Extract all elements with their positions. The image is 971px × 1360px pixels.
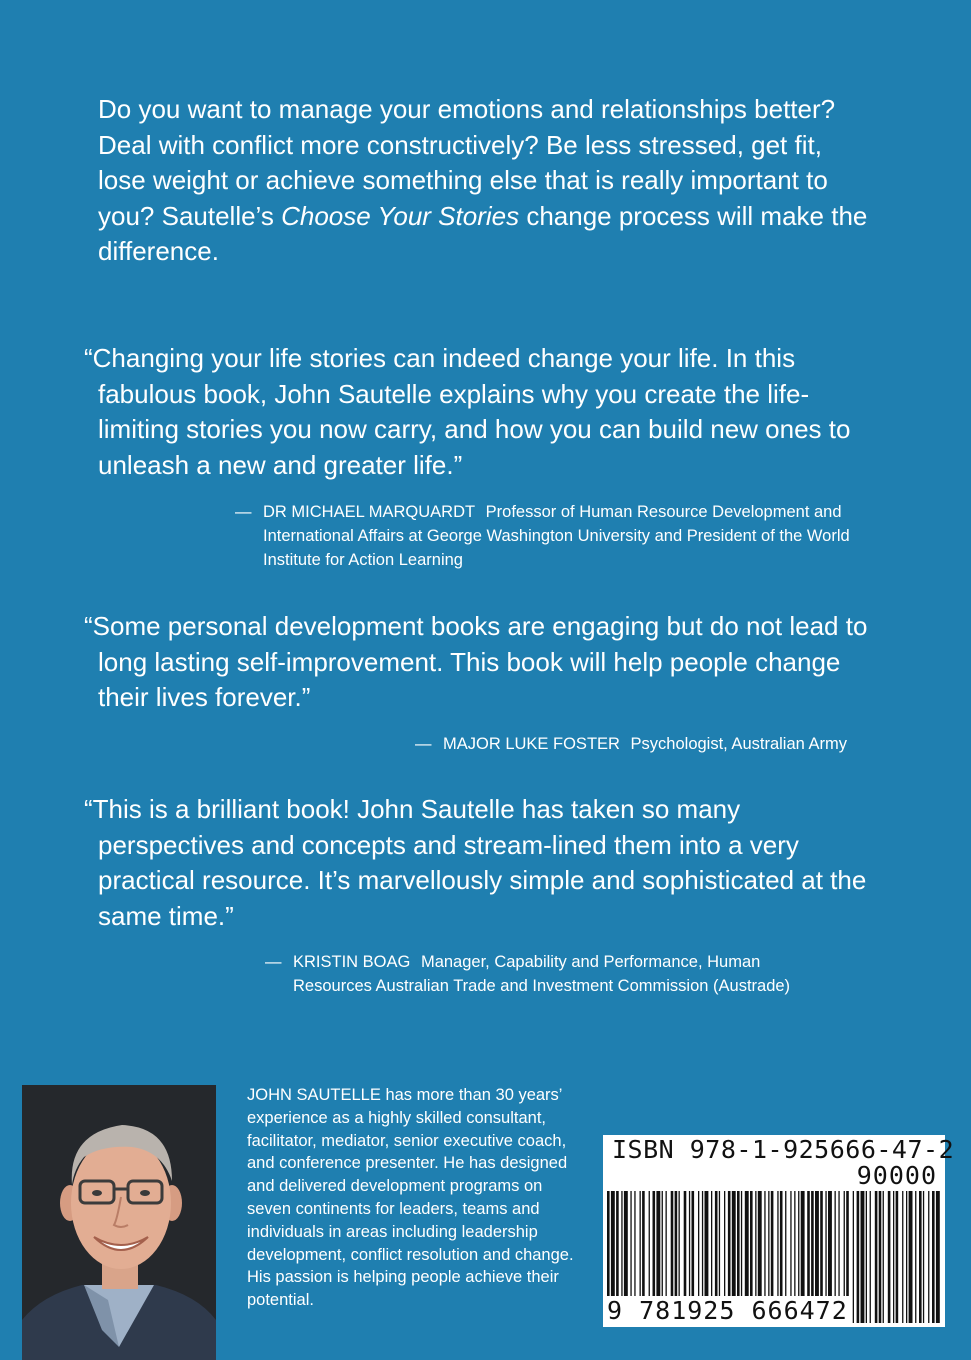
barcode-bar xyxy=(919,1191,922,1323)
barcode-bar xyxy=(936,1191,940,1323)
quote-text: “Some personal development books are engaging but do not lead to long lasting self-improvement. This book will help people change their lives forever.” xyxy=(84,611,868,712)
quote-attribution-2 xyxy=(415,732,923,756)
testimonial-quote-2 xyxy=(84,609,884,716)
barcode-bar xyxy=(902,1191,903,1323)
barcode-bar xyxy=(875,1191,878,1323)
barcode-bar xyxy=(906,1191,907,1323)
isbn-label: ISBN 978-1-925666-47-2 xyxy=(612,1135,955,1164)
barcode-bar xyxy=(928,1191,929,1323)
quote-attribution-1 xyxy=(235,500,868,572)
price-code: 90000 xyxy=(856,1161,937,1190)
quote-attribution-3 xyxy=(265,950,838,998)
attribution-name: MAJOR LUKE FOSTER xyxy=(443,735,620,753)
attribution-title: Psychologist, Australian Army xyxy=(630,735,847,753)
testimonial-quote-3 xyxy=(84,792,884,934)
attribution-dash: — xyxy=(235,503,252,521)
quote-text: “Changing your life stories can indeed change your life. In this fabulous book, John Sautelle explains why you create the life-limiting stories you now carry, and how you can build new ones to unleash a new and greater life.” xyxy=(84,343,851,480)
attribution-dash: — xyxy=(265,953,282,971)
blurb-text-start: Do you want to manage your emotions and relationships better? Deal with conflict more constructively? Be less stressed, get fit, lose weight or achieve something else that is really important to you? Sautelle’s xyxy=(98,94,836,231)
attribution-dash: — xyxy=(415,735,432,753)
attribution-name: KRISTIN BOAG xyxy=(293,953,411,971)
attribution-title: Manager, Capability and Performance, Human Resources Australian Trade and Investment Commission (Austrade) xyxy=(293,953,791,995)
barcode-bar xyxy=(893,1191,894,1323)
barcode-bar xyxy=(861,1191,865,1323)
blurb-paragraph xyxy=(98,92,868,270)
author-photo xyxy=(22,1085,216,1360)
quote-text: “This is a brilliant book! John Sautelle has taken so many perspectives and concepts and stream-lined them into a very practical resource. It’s marvellously simple and sophisticated at the same time.” xyxy=(84,794,867,931)
blurb-text-end: change process will make the difference. xyxy=(98,200,868,266)
barcode-bar xyxy=(932,1191,935,1323)
author-bio: JOHN SAUTELLE has more than 30 years’ experience as a highly skilled consultant, facilitator, mediator, senior executive coach, and conference presenter. He has designed and delivered development programs on seven continents for leaders, teams and individuals in areas including leadership development, conflict resolution and change. His passion is helping people achieve their potential. xyxy=(247,1086,574,1310)
barcode-bar xyxy=(896,1191,899,1323)
barcode-bar xyxy=(923,1191,924,1323)
barcode-bar xyxy=(883,1191,884,1323)
barcode-bar xyxy=(888,1191,891,1323)
barcode-bar xyxy=(857,1191,860,1323)
barcode-bar xyxy=(853,1191,854,1323)
barcode-bar xyxy=(909,1191,913,1323)
blurb-book-title: Choose Your Stories xyxy=(281,200,520,231)
barcode-number: 9 781925 666472 xyxy=(607,1296,851,1325)
isbn-barcode xyxy=(603,1135,955,1327)
barcode-bar xyxy=(879,1191,882,1323)
barcode-bar xyxy=(915,1191,916,1323)
attribution-title: Professor of Human Resource Development and International Affairs at George Washington University and President of the World Institute for Action Learning xyxy=(263,503,850,569)
attribution-name: DR MICHAEL MARQUARDT xyxy=(263,503,476,521)
author-portrait-illustration xyxy=(22,1085,216,1360)
barcode-bar xyxy=(866,1191,867,1323)
barcode-bar xyxy=(870,1191,871,1323)
testimonial-quote-1 xyxy=(84,341,884,483)
